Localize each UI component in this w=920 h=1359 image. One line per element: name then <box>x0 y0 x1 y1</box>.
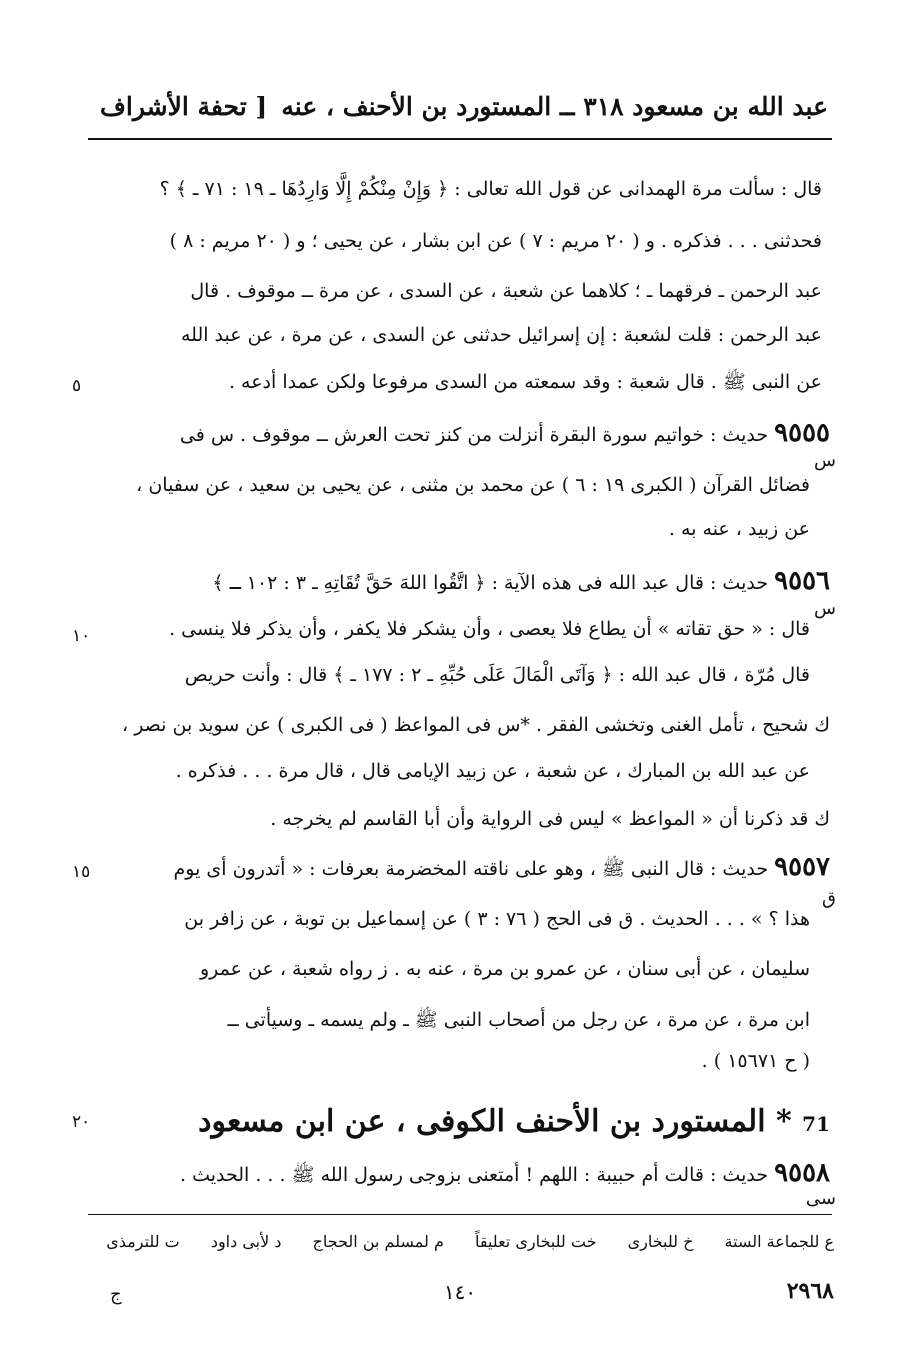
legend-item: ت للترمذى <box>106 1232 180 1251</box>
page-number: ١٤٠ <box>443 1280 477 1304</box>
text-line: قال مُرّة ، قال عبد الله : ﴿ وَآتَى الْمَالَ عَلَى حُبِّهِ ـ ٢ : ١٧٧ ـ ﴾ قال : وأنت حريص <box>184 664 810 686</box>
hadith-9556-line <box>212 566 830 596</box>
legend-item: خت للبخارى تعليقاً <box>474 1232 597 1251</box>
section-heading <box>198 1104 830 1139</box>
section-title: المستورد بن الأحنف الكوفى ، عن ابن مسعود <box>198 1104 766 1139</box>
hadith-9558-line <box>180 1158 830 1191</box>
source-code: ق <box>822 888 836 909</box>
source-code: س <box>814 598 836 619</box>
page-header-title: عبد الله بن مسعود ٣١٨ ــ المستورد بن الأحنف ، عنه <box>281 92 828 121</box>
section-number: 71 <box>802 1112 830 1136</box>
margin-line-number: ١٠ <box>72 626 91 646</box>
legend-item: ع للجماعة الستة <box>724 1232 834 1251</box>
book-title: [ تحفة الأشراف <box>100 92 268 121</box>
text-line: عبد الرحمن : قلت لشعبة : إن إسرائيل حدثنى عن السدى ، عن مرة ، عن عبد الله <box>180 324 822 346</box>
footer-rule <box>88 1214 832 1215</box>
volume-mark: ج <box>110 1284 122 1305</box>
text-line: عن زبيد ، عنه به . <box>668 518 810 540</box>
hadith-number: ٩٥٥٥ <box>774 418 830 448</box>
margin-line-number: ٥ <box>72 376 82 396</box>
text-line: فضائل القرآن ( الكبرى ١٩ : ٦ ) عن محمد بن مثنى ، عن يحيى بن سعيد ، عن سفيان ، <box>136 474 810 496</box>
text-line: قال : سألت مرة الهمدانى عن قول الله تعالى : ﴿ وَإِنْ مِنْكُمْ إِلَّا وَارِدُهَا ـ ١٩ : ٧١ ـ ﴾ ؟ <box>159 178 822 200</box>
legend-item: خ للبخارى <box>627 1232 694 1251</box>
text-line: قال : « حق تقاته » أن يطاع فلا يعصى ، وأن يشكر فلا يكفر ، وأن يذكر فلا ينسى . <box>169 618 810 640</box>
text-line: عن عبد الله بن المبارك ، عن شعبة ، عن زبيد الإيامى قال ، قال مرة . . . فذكره . <box>175 760 810 782</box>
source-code: سى <box>805 1188 836 1209</box>
text-line: عن النبى ﷺ . قال شعبة : وقد سمعته من السدى مرفوعا ولكن عمدا أدعه . <box>228 371 822 393</box>
text-line: ابن مرة ، عن مرة ، عن رجل من أصحاب النبى ﷺ ـ ولم يسمه ـ وسيأتى ــ <box>227 1009 810 1031</box>
text-line: سليمان ، عن أبى سنان ، عن عمرو بن مرة ، عنه به . ز رواه شعبة ، عن عمرو <box>199 958 810 980</box>
text-line: فحدثنى . . . فذكره . و ( ٢٠ مريم : ٧ ) عن ابن بشار ، عن يحيى ؛ و ( ٢٠ مريم : ٨ ) <box>169 230 822 252</box>
legend-item: م لمسلم بن الحجاج <box>312 1232 444 1251</box>
source-code: س <box>814 450 836 471</box>
text-line: هذا ؟ » . . . الحديث . ق فى الحج ( ٧٦ : ٣ ) عن إسماعيل بن توبة ، عن زافر بن <box>184 908 810 930</box>
signature-number: ٢٩٦٨ <box>786 1278 834 1304</box>
abbreviation-legend <box>80 1232 834 1251</box>
text-line: عبد الرحمن ـ فرقهما ـ ؛ كلاهما عن شعبة ، عن السدى ، عن مرة ــ موقوف . قال <box>190 280 822 302</box>
hadith-text: حديث : قال النبى ﷺ ، وهو على ناقته المخضرمة بعرفات : « أتدرون أى يوم <box>173 858 769 880</box>
star-marker: * <box>776 1104 792 1139</box>
margin-line-number: ١٥ <box>72 862 91 882</box>
legend-item: د لأبى داود <box>210 1232 282 1251</box>
hadith-number: ٩٥٥٨ <box>774 1158 830 1188</box>
hadith-9555-line <box>180 418 830 448</box>
text-line: ك قد ذكرنا أن « المواعظ » ليس فى الرواية وأن أبا القاسم لم يخرجه . <box>270 808 830 830</box>
hadith-text: حديث : قال عبد الله فى هذه الآية : ﴿ اتَّقُوا اللهَ حَقَّ تُقَاتِهِ ـ ٣ : ١٠٢ ـ ﴾ <box>212 572 769 594</box>
header-rule <box>88 138 832 140</box>
hadith-9557-line <box>174 852 830 885</box>
hadith-text: حديث : قالت أم حبيبة : اللهم ! أمتعنى بزوجى رسول الله ﷺ . . . الحديث . <box>179 1164 769 1186</box>
margin-line-number: ٢٠ <box>72 1112 91 1132</box>
hadith-number: ٩٥٥٧ <box>774 852 830 882</box>
text-line: ك شحيح ، تأمل الغنى وتخشى الفقر . *س فى المواعظ ( فى الكبرى ) عن سويد بن نصر ، <box>122 714 830 736</box>
text-line: ( ح ١٥٦٧١ ) . <box>701 1050 810 1072</box>
hadith-number: ٩٥٥٦ <box>774 566 830 596</box>
hadith-text: حديث : خواتيم سورة البقرة أنزلت من كنز تحت العرش ــ موقوف . س فى <box>179 424 769 446</box>
